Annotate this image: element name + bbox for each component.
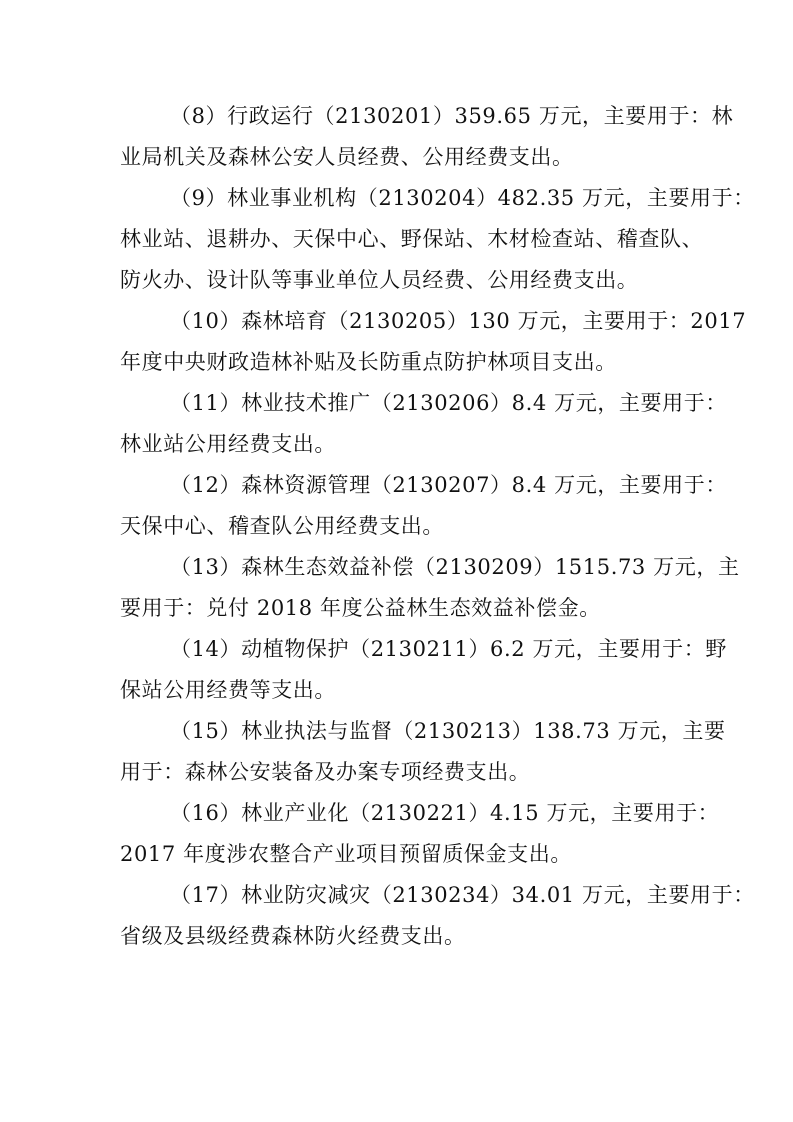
text-line: 2017 年度涉农整合产业项目预留质保金支出。 — [120, 842, 572, 866]
text-line: 防火办、设计队等事业单位人员经费、公用经费支出。 — [120, 268, 639, 292]
paragraph-forestry-institutions — [120, 178, 755, 301]
text-line: （8）行政运行（2130201）359.65 万元，主要用于：林 — [170, 104, 734, 128]
paragraph-administration — [120, 96, 734, 178]
text-line: （13）森林生态效益补偿（2130209）1515.73 万元，主 — [170, 555, 740, 579]
paragraph-resource-management — [120, 465, 727, 547]
paragraph-wildlife-protection — [120, 629, 727, 711]
body-text — [120, 96, 755, 957]
paragraph-disaster-prevention — [120, 875, 755, 957]
text-line: （12）森林资源管理（2130207）8.4 万元，主要用于： — [170, 473, 727, 497]
text-line: 业局机关及森林公安人员经费、公用经费支出。 — [120, 145, 574, 169]
text-line: （11）林业技术推广（2130206）8.4 万元，主要用于： — [170, 391, 727, 415]
paragraph-forest-cultivation — [120, 301, 747, 383]
text-line: （17）林业防灾减灾（2130234）34.01 万元，主要用于： — [170, 883, 755, 907]
text-line: （16）林业产业化（2130221）4.15 万元，主要用于： — [170, 801, 720, 825]
text-line: （10）森林培育（2130205）130 万元，主要用于：2017 — [170, 309, 747, 333]
text-line: （9）林业事业机构（2130204）482.35 万元，主要用于： — [170, 186, 755, 210]
text-line: 省级及县级经费森林防火经费支出。 — [120, 924, 466, 948]
text-line: 用于：森林公安装备及办案专项经费支出。 — [120, 760, 531, 784]
text-line: （15）林业执法与监督（2130213）138.73 万元，主要 — [170, 719, 726, 743]
paragraph-technology-promotion — [120, 383, 727, 465]
text-line: 林业站公用经费支出。 — [120, 432, 336, 456]
text-line: 林业站、退耕办、天保中心、野保站、木材检查站、稽查队、 — [120, 227, 704, 251]
text-line: 保站公用经费等支出。 — [120, 678, 336, 702]
paragraph-industrialization — [120, 793, 720, 875]
text-line: 年度中央财政造林补贴及长防重点防护林项目支出。 — [120, 350, 617, 374]
paragraph-law-enforcement — [120, 711, 726, 793]
paragraph-ecological-compensation — [120, 547, 740, 629]
text-line: 天保中心、稽查队公用经费支出。 — [120, 514, 444, 538]
text-line: 要用于：兑付 2018 年度公益林生态效益补偿金。 — [120, 596, 601, 620]
text-line: （14）动植物保护（2130211）6.2 万元，主要用于：野 — [170, 637, 727, 661]
